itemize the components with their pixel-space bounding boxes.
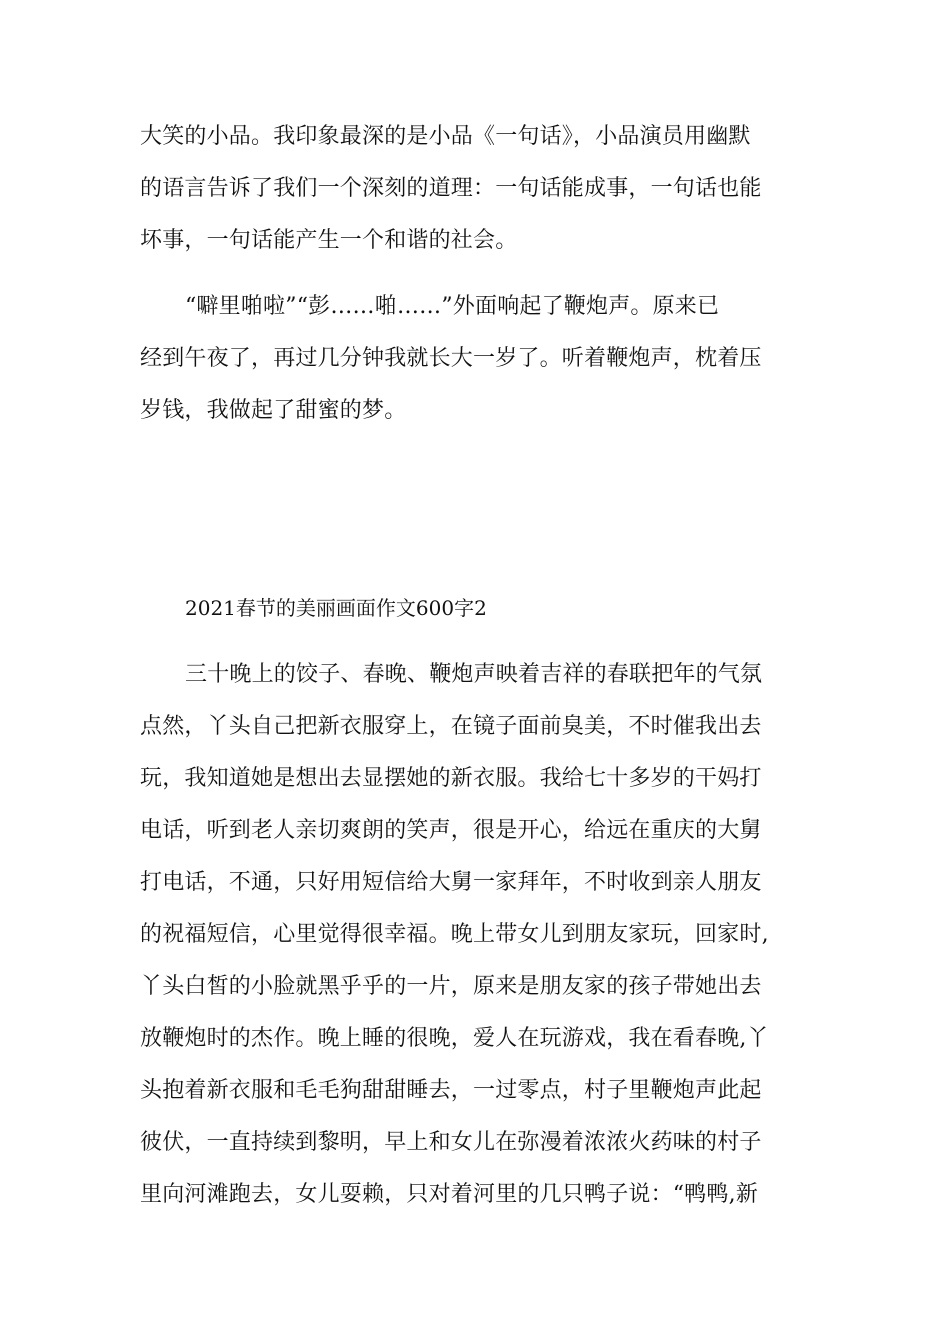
section-title: 2021春节的美丽画面作文600字2 <box>185 596 487 620</box>
paragraph-3-line-9: 头抱着新衣服和毛毛狗甜甜睡去，一过零点，村子里鞭炮声此起 <box>140 1078 762 1103</box>
paragraph-1-line-1: 大笑的小品。我印象最深的是小品《一句话》，小品演员用幽默 <box>140 124 751 149</box>
paragraph-3-line-7: 丫头白皙的小脸就黑乎乎的一片，原来是朋友家的孩子带她出去 <box>140 974 762 999</box>
paragraph-3-line-3: 玩，我知道她是想出去显摆她的新衣服。我给七十多岁的干妈打 <box>140 766 762 791</box>
paragraph-2-line-1: “噼里啪啦”“彭……啪……”外面响起了鞭炮声。原来已 <box>185 294 720 319</box>
paragraph-3-line-2: 点然，丫头自己把新衣服穿上，在镜子面前臭美，不时催我出去 <box>140 714 762 739</box>
paragraph-3-line-11: 里向河滩跑去，女儿耍赖，只对着河里的几只鸭子说：“鸭鸭,新 <box>140 1182 759 1207</box>
paragraph-3-line-1: 三十晚上的饺子、春晚、鞭炮声映着吉祥的春联把年的气氛 <box>185 662 763 687</box>
paragraph-3-line-5: 打电话，不通，只好用短信给大舅一家拜年，不时收到亲人朋友 <box>140 870 762 895</box>
paragraph-3-line-8: 放鞭炮时的杰作。晚上睡的很晚，爱人在玩游戏，我在看春晚,丫 <box>140 1026 769 1051</box>
paragraph-1-line-2: 的语言告诉了我们一个深刻的道理：一句话能成事，一句话也能 <box>140 176 762 201</box>
paragraph-3-line-10: 彼伏，一直持续到黎明，早上和女儿在弥漫着浓浓火药味的村子 <box>140 1130 762 1155</box>
paragraph-1-line-3: 坏事，一句话能产生一个和谐的社会。 <box>140 228 518 253</box>
paragraph-3-line-6: 的祝福短信，心里觉得很幸福。晚上带女儿到朋友家玩，回家时, <box>140 922 769 947</box>
paragraph-3-line-4: 电话，听到老人亲切爽朗的笑声，很是开心，给远在重庆的大舅 <box>140 818 762 843</box>
paragraph-2-line-3: 岁钱，我做起了甜蜜的梦。 <box>140 398 407 423</box>
paragraph-2-line-2: 经到午夜了，再过几分钟我就长大一岁了。听着鞭炮声，枕着压 <box>140 346 762 371</box>
